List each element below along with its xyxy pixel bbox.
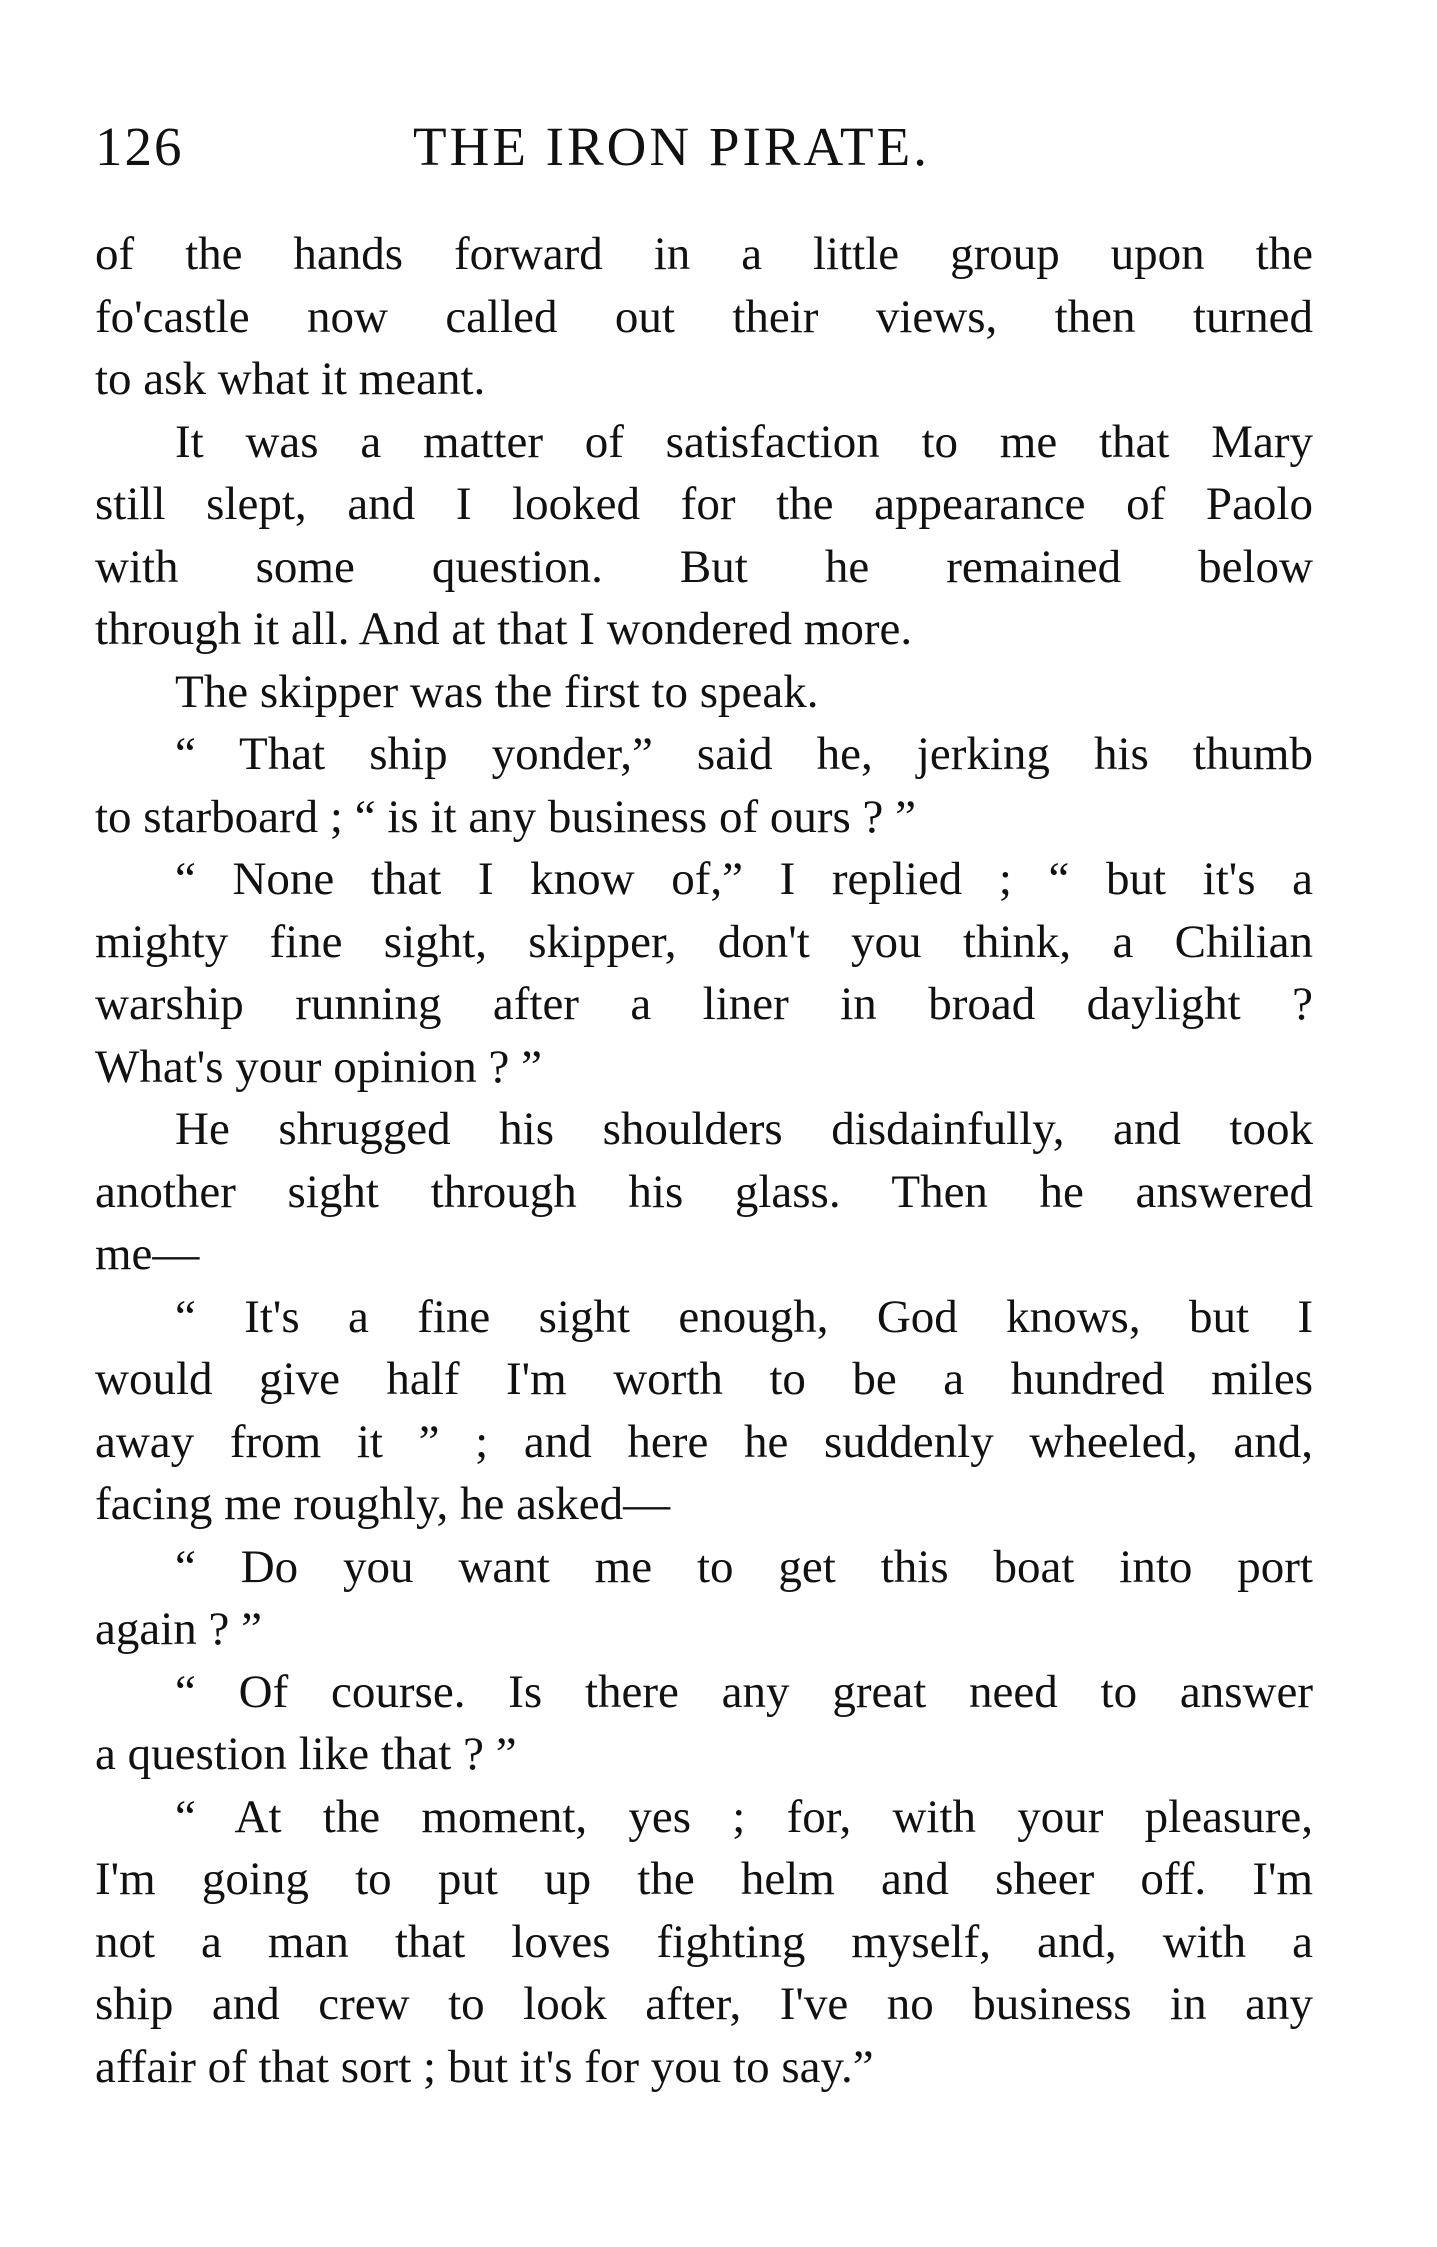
text-line: me— <box>95 1228 200 1280</box>
text-line: through it all. And at that I wondered more. <box>95 603 913 655</box>
running-head <box>95 112 1315 182</box>
text-line: of the hands forward in a little group upon the <box>95 228 1313 280</box>
text-line: would give half I'm worth to be a hundred miles <box>95 1353 1313 1405</box>
text-line: “ Of course. Is there any great need to answer <box>175 1665 1313 1718</box>
text-line: again ? ” <box>95 1603 263 1655</box>
body-text <box>95 223 1313 2098</box>
text-line: “ Do you want me to get this boat into port <box>175 1540 1313 1593</box>
text-line: ship and crew to look after, I've no business in any <box>95 1978 1313 2030</box>
text-line: a question like that ? ” <box>95 1728 517 1780</box>
text-line: He shrugged his shoulders disdainfully, and took <box>175 1103 1313 1155</box>
text-line: not a man that loves fighting myself, and, with a <box>95 1915 1313 1968</box>
text-line: still slept, and I looked for the appearance of Paolo <box>95 478 1313 530</box>
text-line: mighty fine sight, skipper, don't you think, a Chilian <box>95 915 1313 968</box>
text-line: another sight through his glass. Then he answered <box>95 1165 1313 1218</box>
text-line: I'm going to put up the helm and sheer off. I'm <box>95 1853 1313 1905</box>
text-line: What's your opinion ? ” <box>95 1040 543 1093</box>
text-line: fo'castle now called out their views, then turned <box>95 290 1313 343</box>
page-number: 126 <box>95 116 184 177</box>
text-line: It was a matter of satisfaction to me that Mary <box>175 415 1313 468</box>
text-line: facing me roughly, he asked— <box>95 1478 671 1530</box>
text-line: “ None that I know of,” I replied ; “ but it's a <box>175 853 1313 905</box>
text-line: “ It's a fine sight enough, God knows, but I <box>175 1290 1313 1343</box>
text-line: “ At the moment, yes ; for, with your pleasure, <box>175 1790 1313 1843</box>
text-line: “ That ship yonder,” said he, jerking his thumb <box>175 728 1313 780</box>
text-line: with some question. But he remained below <box>95 540 1313 593</box>
text-line: The skipper was the first to speak. <box>175 665 819 718</box>
text-line: to starboard ; “ is it any business of ours ? ” <box>95 790 917 843</box>
running-title: THE IRON PIRATE. <box>413 116 931 177</box>
text-line: affair of that sort ; but it's for you to say.” <box>95 2040 874 2093</box>
text-line: warship running after a liner in broad daylight ? <box>95 978 1313 1030</box>
text-line: away from it ” ; and here he suddenly wheeled, and, <box>95 1415 1313 1468</box>
text-line: to ask what it meant. <box>95 353 486 405</box>
